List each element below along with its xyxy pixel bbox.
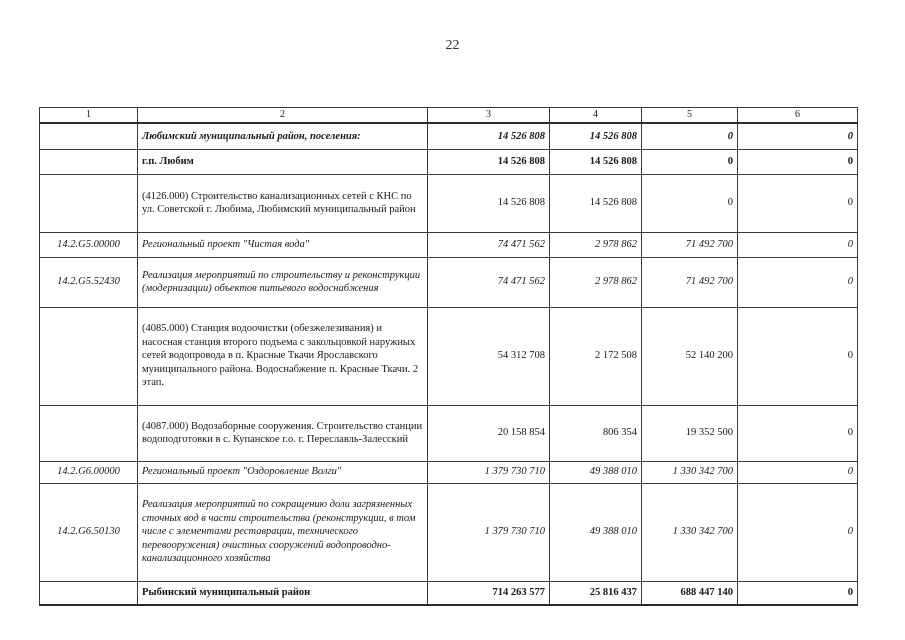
row-total: 714 263 577: [428, 581, 550, 605]
row-total: 74 471 562: [428, 257, 550, 307]
table-row: [40, 483, 858, 581]
row-value-col6: 0: [738, 581, 858, 605]
row-value-col5: 1 330 342 700: [642, 483, 738, 581]
column-number: 5: [642, 108, 738, 124]
row-value-col5: 52 140 200: [642, 307, 738, 405]
row-total: 1 379 730 710: [428, 483, 550, 581]
row-total: 1 379 730 710: [428, 461, 550, 483]
row-code: 14.2.G6.00000: [40, 461, 138, 483]
table-row: [40, 123, 858, 149]
row-value-col5: 688 447 140: [642, 581, 738, 605]
row-value-col5: 0: [642, 149, 738, 174]
row-value-col4: 2 978 862: [550, 257, 642, 307]
row-value-col5: 1 330 342 700: [642, 461, 738, 483]
row-value-col6: 0: [738, 405, 858, 461]
budget-table: [39, 107, 858, 606]
row-total: 14 526 808: [428, 123, 550, 149]
row-value-col4: 806 354: [550, 405, 642, 461]
row-value-col5: 19 352 500: [642, 405, 738, 461]
row-name: Реализация мероприятий по строительству и реконструкции (модернизации) объектов питьевого водоснабжения: [138, 257, 428, 307]
column-number: 6: [738, 108, 858, 124]
column-number: 4: [550, 108, 642, 124]
row-value-col6: 0: [738, 123, 858, 149]
row-value-col6: 0: [738, 149, 858, 174]
row-name: Любимский муниципальный район, поселения:: [138, 123, 428, 149]
row-value-col6: 0: [738, 461, 858, 483]
row-value-col5: 0: [642, 123, 738, 149]
row-code: [40, 174, 138, 232]
row-code: [40, 123, 138, 149]
table-row: [40, 307, 858, 405]
row-code: [40, 581, 138, 605]
table-row: [40, 174, 858, 232]
row-code: [40, 307, 138, 405]
table-row: [40, 581, 858, 605]
column-number: 3: [428, 108, 550, 124]
row-name: Рыбинский муниципальный район: [138, 581, 428, 605]
column-number-row: [40, 108, 858, 124]
row-name: Региональный проект "Оздоровление Волги": [138, 461, 428, 483]
row-value-col6: 0: [738, 483, 858, 581]
row-name: (4126.000) Строительство канализационных сетей с КНС по ул. Советской г. Любима, Любимский муниципальный район: [138, 174, 428, 232]
row-value-col4: 49 388 010: [550, 461, 642, 483]
row-value-col5: 71 492 700: [642, 257, 738, 307]
row-name: Реализация мероприятий по сокращению доли загрязненных сточных вод в части строительства (реконструкции, в том числе с элементами реставрации, технического перевооружения) очистных сооружений водопроводно-канализационного хозяйства: [138, 483, 428, 581]
row-value-col4: 2 978 862: [550, 232, 642, 257]
table-row: [40, 405, 858, 461]
table-row: [40, 232, 858, 257]
row-name: г.п. Любим: [138, 149, 428, 174]
row-value-col4: 2 172 508: [550, 307, 642, 405]
row-code: [40, 405, 138, 461]
row-value-col4: 25 816 437: [550, 581, 642, 605]
row-name: (4085.000) Станция водоочистки (обезжелезивания) и насосная станция второго подъема с закольцовкой наружных сетей водопровода в п. Красные Ткачи Ярославского муниципального района. Водоснабжение п. Красные Ткачи. 2 этап.: [138, 307, 428, 405]
row-value-col6: 0: [738, 174, 858, 232]
page-number: 22: [445, 38, 460, 53]
column-number: 2: [138, 108, 428, 124]
row-code: [40, 149, 138, 174]
row-code: 14.2.G5.00000: [40, 232, 138, 257]
row-total: 14 526 808: [428, 149, 550, 174]
row-value-col4: 14 526 808: [550, 123, 642, 149]
row-code: 14.2.G5.52430: [40, 257, 138, 307]
row-value-col4: 14 526 808: [550, 149, 642, 174]
row-value-col5: 71 492 700: [642, 232, 738, 257]
row-total: 14 526 808: [428, 174, 550, 232]
row-value-col6: 0: [738, 307, 858, 405]
row-code: 14.2.G6.50130: [40, 483, 138, 581]
table-row: [40, 149, 858, 174]
row-name: (4087.000) Водозаборные сооружения. Строительство станции водоподготовки в с. Купанское г.о. г. Переславль-Залесский: [138, 405, 428, 461]
row-total: 20 158 854: [428, 405, 550, 461]
table-row: [40, 461, 858, 483]
column-number: 1: [40, 108, 138, 124]
row-value-col6: 0: [738, 232, 858, 257]
row-name: Региональный проект "Чистая вода": [138, 232, 428, 257]
row-value-col5: 0: [642, 174, 738, 232]
table-row: [40, 257, 858, 307]
row-value-col4: 14 526 808: [550, 174, 642, 232]
row-total: 54 312 708: [428, 307, 550, 405]
row-value-col4: 49 388 010: [550, 483, 642, 581]
row-total: 74 471 562: [428, 232, 550, 257]
row-value-col6: 0: [738, 257, 858, 307]
